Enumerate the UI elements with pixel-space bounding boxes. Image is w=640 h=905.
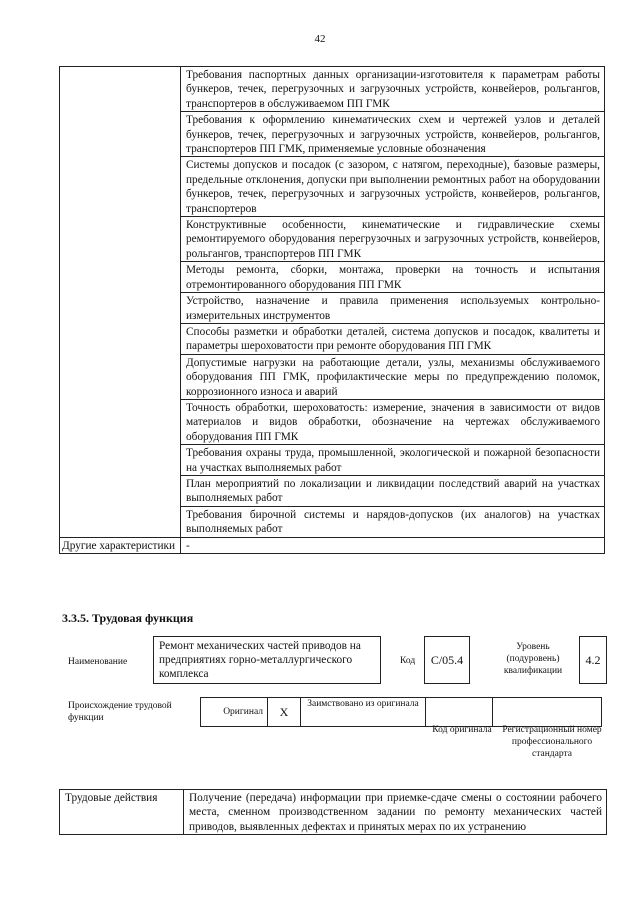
- reg-number-label: Регистрационный номер профессионального стандарта: [502, 725, 602, 759]
- requirements-table: [59, 66, 605, 554]
- labor-actions-table: [59, 789, 607, 835]
- requirement-text: Устройство, назначение и правила применения используемых контрольно-измерительных инструментов: [181, 293, 605, 324]
- original-mark: X: [268, 698, 301, 727]
- level-label: Уровень (подуровень) квалификации: [503, 642, 563, 676]
- other-characteristics-value: -: [181, 537, 605, 553]
- borrowed-label: Заимствовано из оригинала: [301, 698, 426, 727]
- requirement-text: Требования бирочной системы и нарядов-допусков (их аналогов) на участках выполняемых работ: [181, 506, 605, 537]
- table-row: [60, 790, 607, 835]
- table-row: [201, 698, 602, 727]
- table-row: [60, 537, 605, 553]
- origin-code-cell: [426, 698, 493, 727]
- requirement-text: Конструктивные особенности, кинематические и гидравлические схемы ремонтируемого оборудования перегрузочных и загрузочных устройств, конвейеров, рольгангов, транспортеров ПП ГМК: [181, 217, 605, 262]
- requirement-text: Методы ремонта, сборки, монтажа, проверки на точность и испытания отремонтированного оборудования ПП ГМК: [181, 262, 605, 293]
- table-row: [60, 67, 605, 112]
- requirement-text: Требования к оформлению кинематических схем и чертежей узлов и деталей бункеров, течек, перегрузочных и загрузочных устройств, конвейеров, рольгангов, транспортеров ПП ГМК, применяемые условные обозначения: [181, 112, 605, 157]
- code-label: Код: [400, 656, 416, 666]
- reg-number-cell: [493, 698, 602, 727]
- origin-table: [200, 697, 602, 727]
- requirement-text: Требования паспортных данных организации-изготовителя к параметрам работы бункеров, течек, перегрузочных и загрузочных устройств, конвейеров, рольгангов, транспортеров в обслуживаемом ПП ГМК: [181, 67, 605, 112]
- original-label: Оригинал: [201, 698, 268, 727]
- other-characteristics-label: Другие характеристики: [60, 537, 181, 553]
- requirement-text: Допустимые нагрузки на работающие детали, узлы, механизмы обслуживаемого оборудования ПП ГМК, профилактические меры по предупреждению поломок, коррозионного износа и аварий: [181, 354, 605, 399]
- name-label: Наименование: [68, 657, 128, 667]
- code-value: C/05.4: [424, 636, 470, 684]
- requirement-text: Точность обработки, шероховатость: измерение, значения в зависимости от видов материалов и видов обработки, обозначение на чертежах обслуживаемого оборудования ПП ГМК: [181, 399, 605, 444]
- section-title: 3.3.5. Трудовая функция: [62, 611, 194, 625]
- requirement-text: Требования охраны труда, промышленной, экологической и пожарной безопасности на участках выполняемых работ: [181, 445, 605, 476]
- origin-code-label: Код оригинала: [432, 725, 492, 735]
- page-number: 42: [314, 33, 326, 45]
- origin-label: Происхождение трудовой функции: [68, 701, 172, 723]
- labor-actions-label: Трудовые действия: [60, 790, 184, 835]
- labor-actions-text: Получение (передача) информации при приемке-сдаче смены о состоянии рабочего места, сменном производственном задании по ремонту механических частей приводов, выявленных дефектах и принятых мерах по их устранению: [184, 790, 607, 835]
- table-cell-empty-label: [60, 67, 181, 538]
- requirement-text: Способы разметки и обработки деталей, система допусков и посадок, квалитеты и параметры шероховатости при ремонте оборудования ПП ГМК: [181, 323, 605, 354]
- level-value: 4.2: [579, 636, 607, 684]
- name-value: Ремонт механических частей приводов на предприятиях горно-металлургического комплекса: [153, 636, 381, 684]
- requirement-text: План мероприятий по локализации и ликвидации последствий аварий на участках выполняемых работ: [181, 475, 605, 506]
- requirement-text: Системы допусков и посадок (с зазором, с натягом, переходные), базовые размеры, предельные отклонения, допуски при выполнении ремонтных работ на оборудовании бункеров, течек, перегрузочных и загрузочных устройств, конвейеров, рольгангов, транспортеров: [181, 157, 605, 217]
